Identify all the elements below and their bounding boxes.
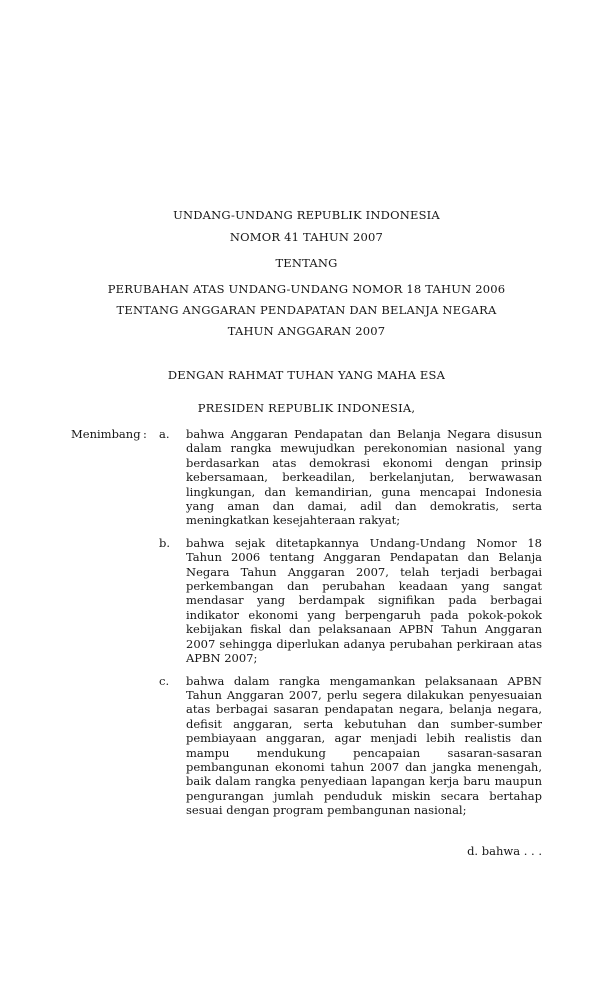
document-number: NOMOR 41 TAHUN 2007: [229, 230, 384, 244]
considering-item-a: [71, 427, 542, 528]
item-letter: a.: [159, 427, 170, 441]
subject-line-1: PERUBAHAN ATAS UNDANG-UNDANG NOMOR 18 TAHUN 2006: [107, 282, 506, 296]
considering-item-c: [159, 674, 542, 818]
page-title: UNDANG-UNDANG REPUBLIK INDONESIA: [173, 208, 440, 222]
considering-item-b: [159, 536, 542, 666]
considering-label: Menimbang: [71, 427, 141, 441]
document-header: [71, 204, 542, 419]
item-text: bahwa dalam rangka mengamankan pelaksanaan APBN Tahun Anggaran 2007, perlu segera dilakukan penyesuaian atas berbagai sasaran pendapatan negara, belanja negara, defisit anggaran, serta kebutuhan dan sumber-sumber pembiayaan anggaran, agar menjadi lebih realistis dan mampu mendukung pencapaian sasaran-sasaran pembangunan ekonomi tahun 2007 dan jangka menengah, baik dalam rangka penyediaan lapangan kerja baru maupun pengurangan jumlah penduduk miskin secara bertahap sesuai dengan program pembangunan nasional;: [186, 673, 542, 818]
item-text: bahwa Anggaran Pendapatan dan Belanja Negara disusun dalam rangka mewujudkan perekonomian nasional yang berdasarkan atas demokrasi ekonomi dengan prinsip kebersamaan, berkeadilan, berkelanjutan, berwawasan lingkungan, dan kemandirian, guna mencapai Indonesia yang aman dan damai, adil dan demokratis, serta meningkatkan kesejahteraan rakyat;: [186, 427, 542, 528]
item-text: bahwa sejak ditetapkannya Undang-Undang Nomor 18 Tahun 2006 tentang Anggaran Pendapatan dan Belanja Negara Tahun Anggaran 2007, telah terjadi berbagai perkembangan dan perubahan keadaan yang sangat mendasar yang berdampak signifikan pada berbagai indikator ekonomi yang berpengaruh pada pokok-pokok kebijakan fiskal dan pelaksanaan APBN Tahun Anggaran 2007 sehingga diperlukan adanya perubahan perkiraan atas APBN 2007;: [186, 535, 542, 666]
page-catchword: d. bahwa . . .: [467, 843, 542, 858]
subject-line-2: TENTANG ANGGARAN PENDAPATAN DAN BELANJA NEGARA: [116, 303, 497, 317]
title-block: [71, 204, 542, 248]
considering-section: [71, 427, 542, 818]
item-letter: b.: [159, 535, 171, 550]
considering-colon: :: [143, 427, 147, 441]
subject-line-3: TAHUN ANGGARAN 2007: [227, 324, 386, 338]
item-letter: c.: [159, 673, 170, 688]
subject-block: [71, 279, 542, 342]
issuer-line: PRESIDEN REPUBLIK INDONESIA,: [197, 401, 416, 415]
about-label: TENTANG: [275, 256, 338, 270]
invocation-line: DENGAN RAHMAT TUHAN YANG MAHA ESA: [167, 368, 446, 382]
